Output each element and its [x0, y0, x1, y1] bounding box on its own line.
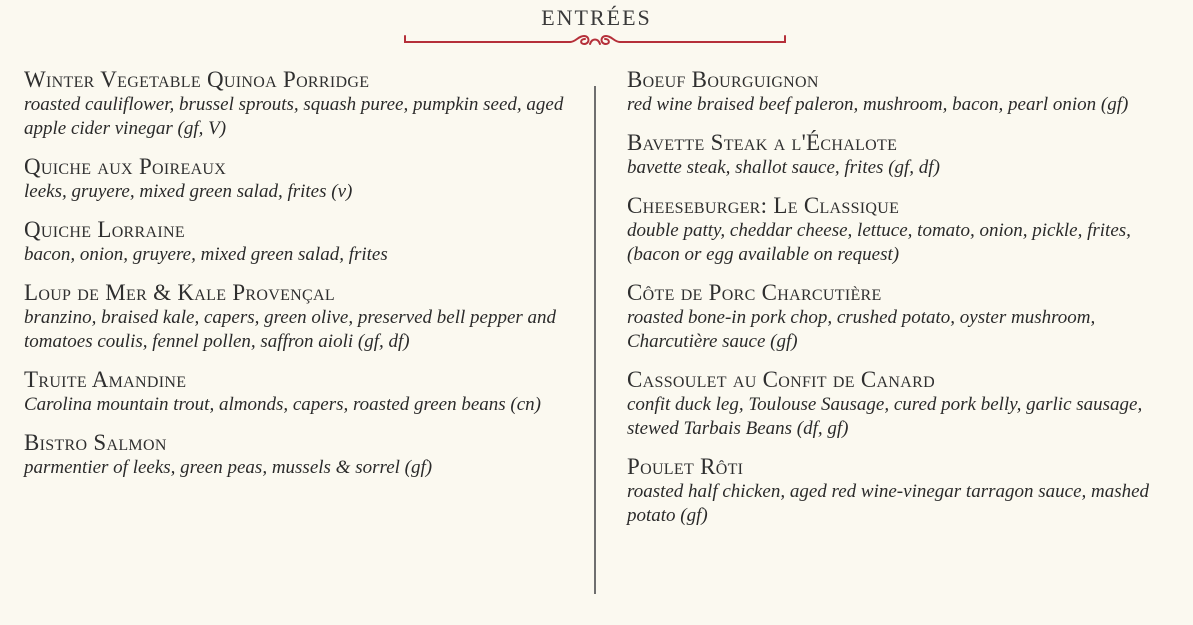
menu-item-description: bacon, onion, gruyere, mixed green salad, frites: [24, 244, 388, 265]
flourish-divider-icon: [400, 30, 790, 50]
menu-item-description: roasted cauliflower, brussel sprouts, squash puree, pumpkin seed, aged apple cider vinegar (gf, V): [24, 94, 564, 139]
menu-item-description: branzino, braised kale, capers, green olive, preserved bell pepper and tomatoes coulis, fennel pollen, saffron aioli (gf, df): [24, 307, 557, 352]
menu-item: [627, 453, 1172, 528]
menu-item-name: Loup de Mer & Kale Provençal: [24, 280, 335, 305]
menu-item: [24, 216, 569, 267]
menu-item-description: leeks, gruyere, mixed green salad, frites (v): [24, 181, 353, 202]
menu-item: [627, 129, 1172, 180]
menu-item-name: Truite Amandine: [24, 367, 187, 392]
menu-item-description: parmentier of leeks, green peas, mussels & sorrel (gf): [24, 457, 433, 478]
menu-item-name: Bavette Steak a l'Échalote: [627, 130, 898, 155]
menu-item: [24, 366, 569, 417]
menu-item-description: confit duck leg, Toulouse Sausage, cured pork belly, garlic sausage, stewed Tarbais Beans (df, gf): [627, 394, 1143, 439]
menu-right-column: [627, 66, 1172, 540]
menu-section-title: ENTRÉES: [541, 5, 652, 30]
menu-item-description: bavette steak, shallot sauce, frites (gf, df): [627, 157, 940, 178]
menu-item: [627, 192, 1172, 267]
menu-item-name: Cassoulet au Confit de Canard: [627, 367, 935, 392]
column-divider: [594, 86, 596, 594]
menu-item-name: Poulet Rôti: [627, 454, 744, 479]
menu-item-name: Quiche aux Poireaux: [24, 154, 227, 179]
menu-item-description: red wine braised beef paleron, mushroom, bacon, pearl onion (gf): [627, 94, 1129, 115]
menu-item-name: Boeuf Bourguignon: [627, 67, 819, 92]
menu-item-name: Quiche Lorraine: [24, 217, 185, 242]
menu-item-name: Winter Vegetable Quinoa Porridge: [24, 67, 370, 92]
menu-item-name: Cheeseburger: Le Classique: [627, 193, 900, 218]
menu-item: [24, 153, 569, 204]
menu-item-name: Côte de Porc Charcutière: [627, 280, 882, 305]
menu-item-description: Carolina mountain trout, almonds, capers, roasted green beans (cn): [24, 394, 542, 415]
menu-item-description: double patty, cheddar cheese, lettuce, tomato, onion, pickle, frites, (bacon or egg available on request): [627, 220, 1131, 265]
menu-item-name: Bistro Salmon: [24, 430, 167, 455]
menu-item-description: roasted bone-in pork chop, crushed potato, oyster mushroom, Charcutière sauce (gf): [627, 307, 1096, 352]
menu-header: [0, 4, 1193, 32]
menu-item: [627, 366, 1172, 441]
menu-item: [24, 429, 569, 480]
menu-left-column: [24, 66, 569, 492]
menu-item: [627, 66, 1172, 117]
menu-item-description: roasted half chicken, aged red wine-vinegar tarragon sauce, mashed potato (gf): [627, 481, 1150, 526]
menu-item: [24, 279, 569, 354]
menu-item: [627, 279, 1172, 354]
menu-item: [24, 66, 569, 141]
